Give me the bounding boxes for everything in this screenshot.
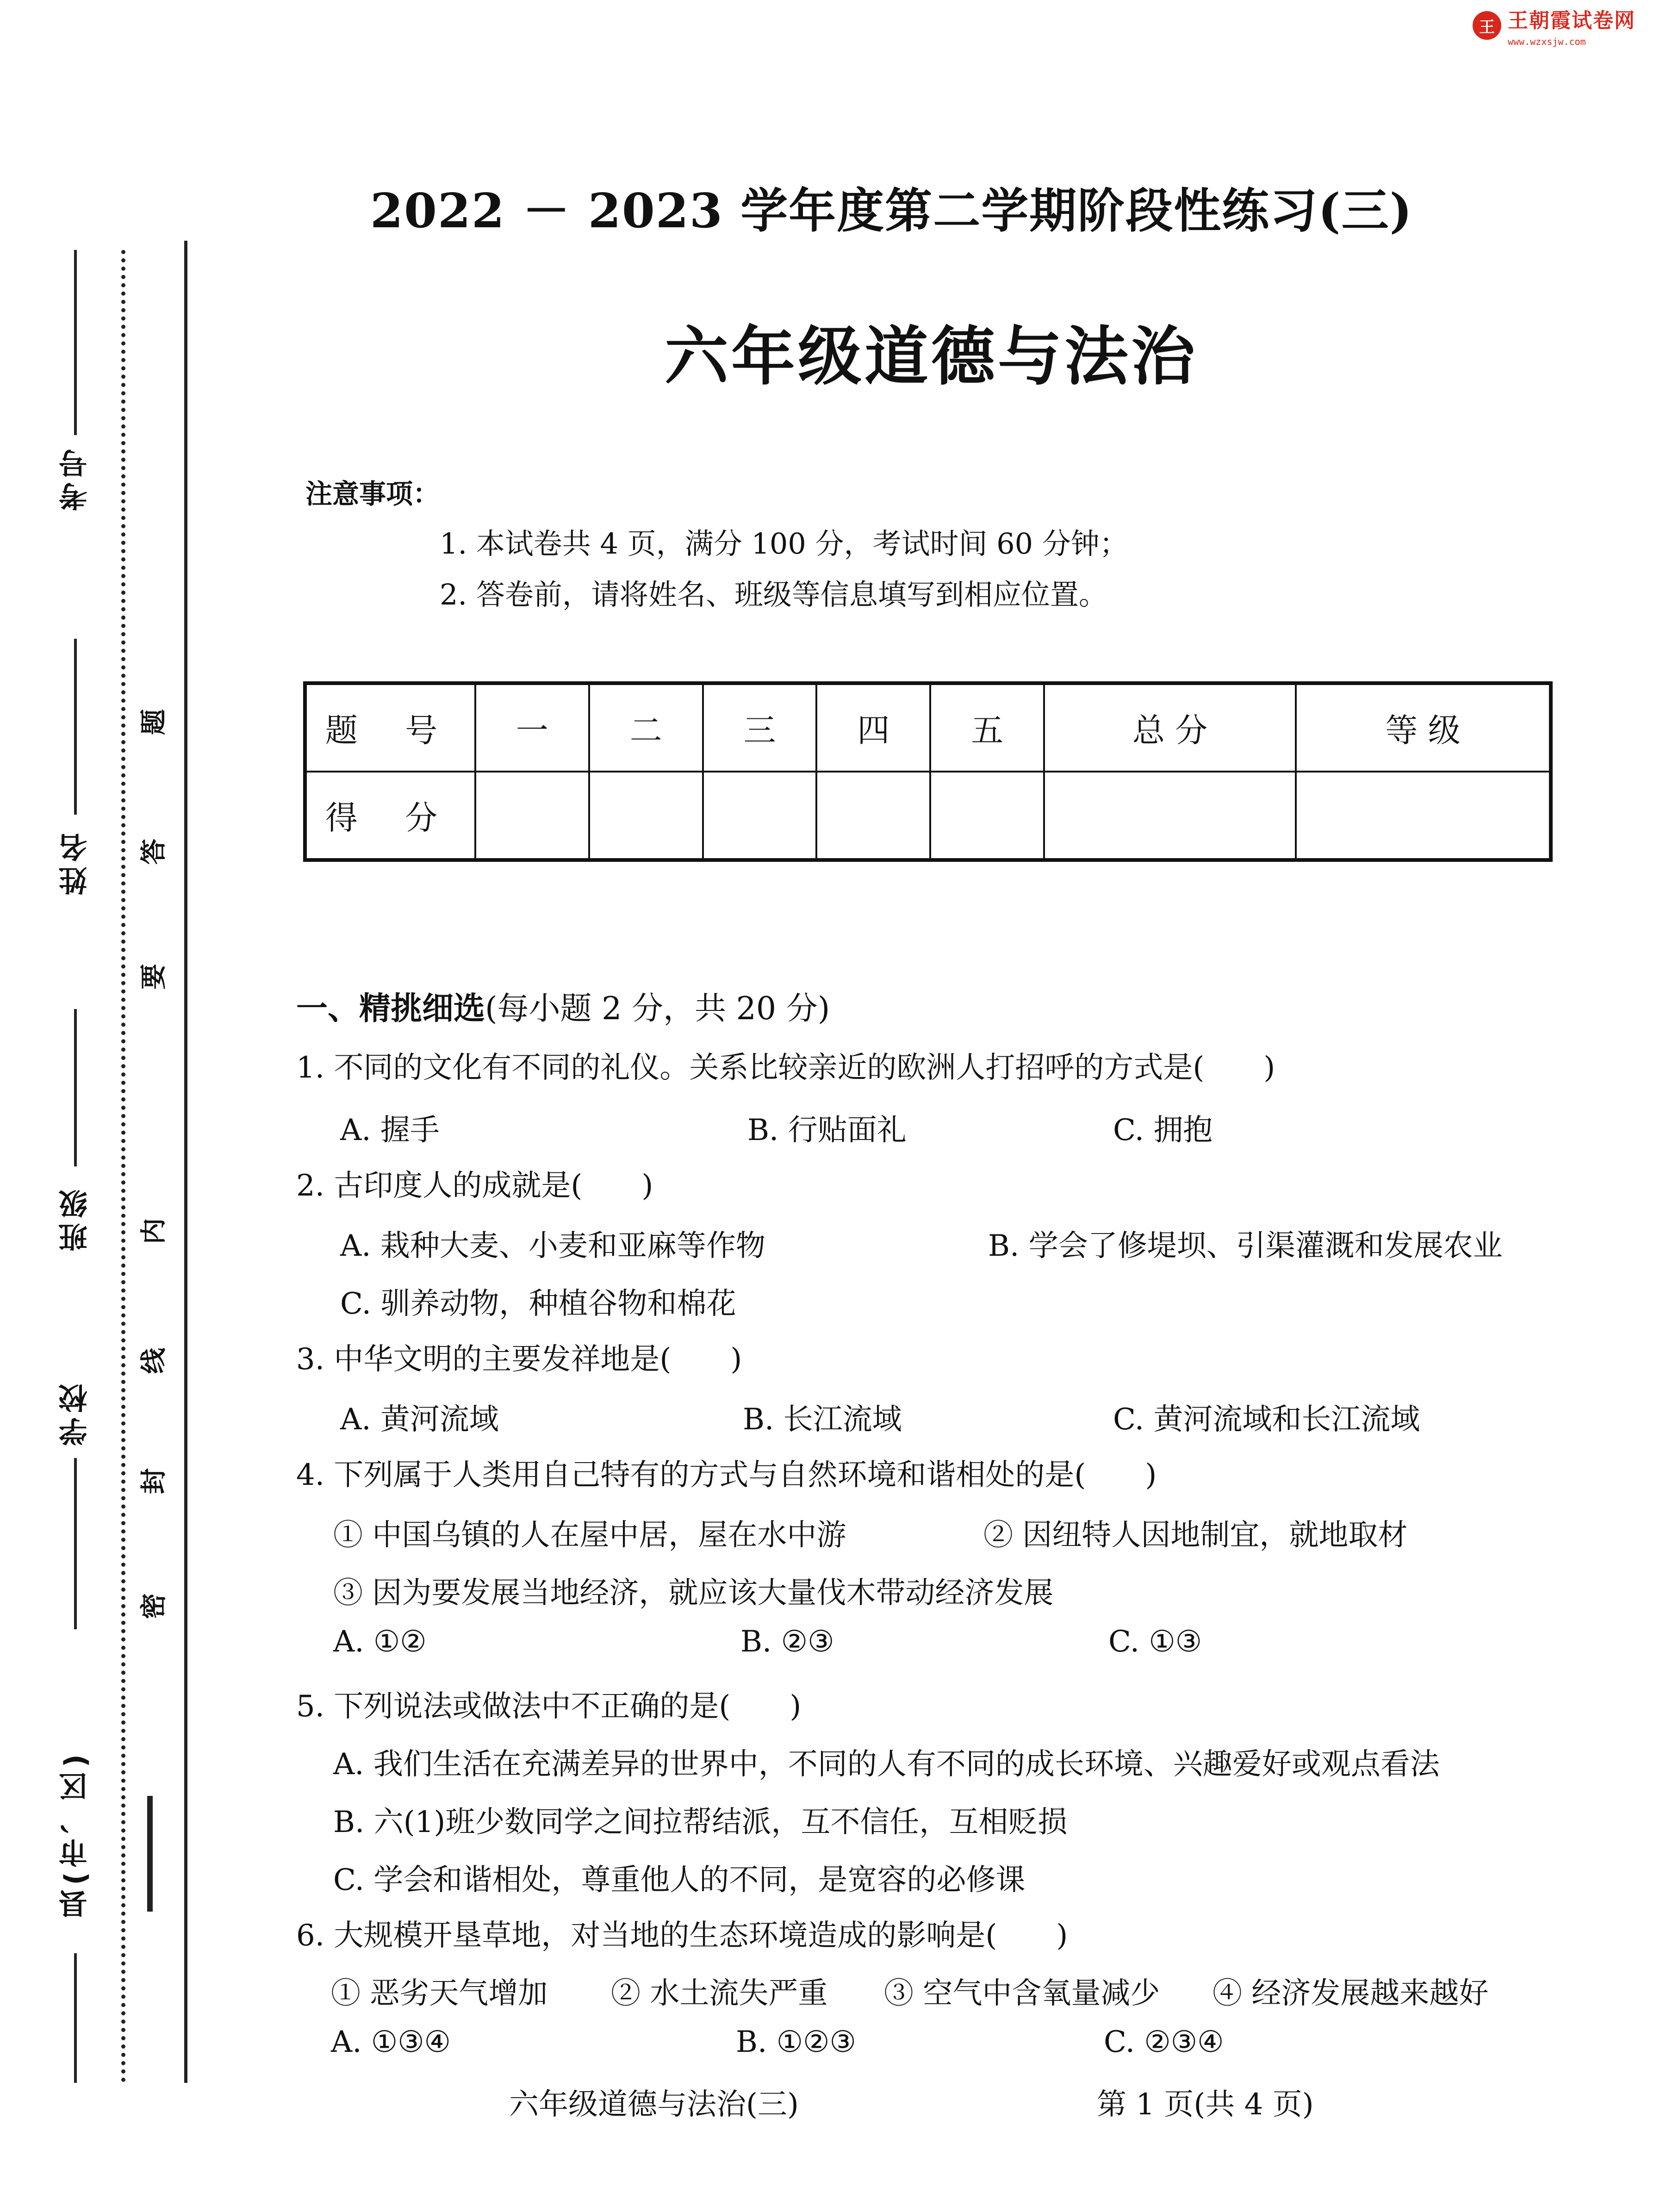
score-cell[interactable] (1296, 772, 1551, 860)
score-table-score-row (305, 772, 1551, 860)
q6-statement-1: ① 恶劣天气增加 (331, 1976, 548, 2011)
watermark (1473, 4, 1635, 47)
q4-statement-3: ③ 因为要发展当地经济，就应该大量伐木带动经济发展 (333, 1576, 1054, 1610)
binding-dotted-line (121, 250, 125, 2083)
score-table-header-cell: 二 (589, 683, 703, 772)
q6-option-a: A. ①③④ (331, 2025, 451, 2059)
class-blank (74, 1009, 77, 1166)
binding-mark (147, 1796, 153, 1912)
seal-char-mi: 密 (139, 1593, 169, 1619)
score-table-header-cell: 等 级 (1296, 683, 1551, 772)
score-cell[interactable] (703, 772, 817, 860)
q6-option-b: B. ①②③ (736, 2025, 856, 2059)
exam-number-label: 考号 (58, 444, 92, 511)
score-cell[interactable] (475, 772, 589, 860)
binding-solid-line (184, 241, 187, 2083)
note-item: 2. 答卷前，请将姓名、班级等信息填写到相应位置。 (440, 578, 1107, 611)
section-points: (每小题 2 分，共 20 分) (485, 991, 830, 1027)
seal-char-ti: 题 (139, 709, 169, 735)
score-table-header-cell: 三 (703, 683, 817, 772)
q6-statement-2: ② 水土流失严重 (611, 1976, 828, 2011)
seal-char-feng: 封 (139, 1468, 169, 1494)
question-3-stem: 3. 中华文明的主要发祥地是( ) (296, 1342, 742, 1377)
name-blank (74, 639, 77, 815)
score-table-header-cell: 五 (930, 683, 1044, 772)
q1-option-a: A. 握手 (340, 1113, 440, 1147)
watermark-url: www.wzxsjw.com (1508, 36, 1586, 47)
q3-option-b: B. 长江流域 (743, 1402, 902, 1437)
q5-option-c: C. 学会和谐相处，尊重他人的不同，是宽容的必修课 (333, 1863, 1026, 1897)
note-item: 1. 本试卷共 4 页，满分 100 分，考试时间 60 分钟； (440, 527, 1128, 561)
q5-option-b: B. 六(1)班少数同学之间拉帮结派，互不信任，互相贬损 (333, 1805, 1068, 1839)
question-6-stem: 6. 大规模开垦草地，对当地的生态环境造成的影响是( ) (296, 1919, 1068, 1953)
section-title (296, 984, 830, 1028)
score-table-header-cell: 总 分 (1044, 683, 1296, 772)
q3-option-a: A. 黄河流域 (340, 1402, 499, 1437)
school-label: 学校 (58, 1379, 92, 1446)
score-table-header-row (305, 683, 1551, 772)
notes-heading: 注意事项： (305, 478, 440, 510)
score-table-header-cell: 题 号 (305, 683, 475, 772)
q1-option-c: C. 拥抱 (1113, 1113, 1213, 1147)
q6-statement-3: ③ 空气中含氧量减少 (884, 1976, 1160, 2011)
q3-option-c: C. 黄河流域和长江流域 (1113, 1402, 1420, 1437)
q4-option-b: B. ②③ (740, 1625, 834, 1659)
q2-option-c: C. 驯养动物，种植谷物和棉花 (340, 1287, 736, 1321)
score-cell[interactable] (1044, 772, 1296, 860)
seal-char-nei: 内 (139, 1218, 169, 1244)
question-2-stem: 2. 古印度人的成就是( ) (296, 1169, 653, 1203)
score-table-header-cell: 四 (816, 683, 930, 772)
q2-option-a: A. 栽种大麦、小麦和亚麻等作物 (340, 1229, 765, 1263)
seal-char-yao: 要 (139, 964, 169, 990)
question-4-stem: 4. 下列属于人类用自己特有的方式与自然环境和谐相处的是( ) (296, 1458, 1157, 1492)
score-cell[interactable] (930, 772, 1044, 860)
school-blank (74, 1458, 77, 1629)
watermark-name: 王朝霞试卷网 (1508, 9, 1635, 32)
county-blank (74, 1953, 77, 2083)
question-1-stem: 1. 不同的文化有不同的礼仪。关系比较亲近的欧洲人打招呼的方式是( ) (296, 1051, 1275, 1085)
county-label: 县(市、区) (58, 1750, 92, 1919)
score-table (303, 681, 1553, 862)
footer-subject: 六年级道德与法治(三) (509, 2087, 799, 2122)
score-cell[interactable] (589, 772, 703, 860)
name-label: 姓名 (58, 829, 92, 895)
score-table-header-cell: 一 (475, 683, 589, 772)
seal-char-da: 答 (139, 839, 169, 865)
class-label: 班级 (58, 1185, 92, 1252)
watermark-logo-icon: 王 (1473, 11, 1501, 40)
subject-title: 六年级道德与法治 (664, 318, 1198, 394)
q2-option-b: B. 学会了修堤坝、引渠灌溉和发展农业 (988, 1229, 1503, 1263)
q4-option-a: A. ①② (333, 1625, 427, 1659)
section-title-text: 一、精挑细选 (296, 990, 485, 1027)
score-row-label: 得 分 (305, 772, 475, 860)
score-cell[interactable] (816, 772, 930, 860)
q6-option-c: C. ②③④ (1104, 2025, 1224, 2059)
q5-option-a: A. 我们生活在充满差异的世界中，不同的人有不同的成长环境、兴趣爱好或观点看法 (333, 1747, 1440, 1782)
q1-option-b: B. 行贴面礼 (747, 1113, 907, 1147)
footer-page-number: 第 1 页(共 4 页) (1097, 2087, 1314, 2122)
q6-statement-4: ④ 经济发展越来越好 (1213, 1976, 1489, 2011)
exam-title: 2022 － 2023 学年度第二学期阶段性练习(三) (370, 183, 1413, 239)
q4-option-c: C. ①③ (1108, 1625, 1202, 1659)
seal-char-xian: 线 (139, 1348, 169, 1374)
q4-statement-2: ② 因纽特人因地制宜，就地取材 (983, 1518, 1408, 1552)
question-5-stem: 5. 下列说法或做法中不正确的是( ) (296, 1689, 802, 1724)
q4-statement-1: ① 中国乌镇的人在屋中居，屋在水中游 (333, 1518, 846, 1552)
